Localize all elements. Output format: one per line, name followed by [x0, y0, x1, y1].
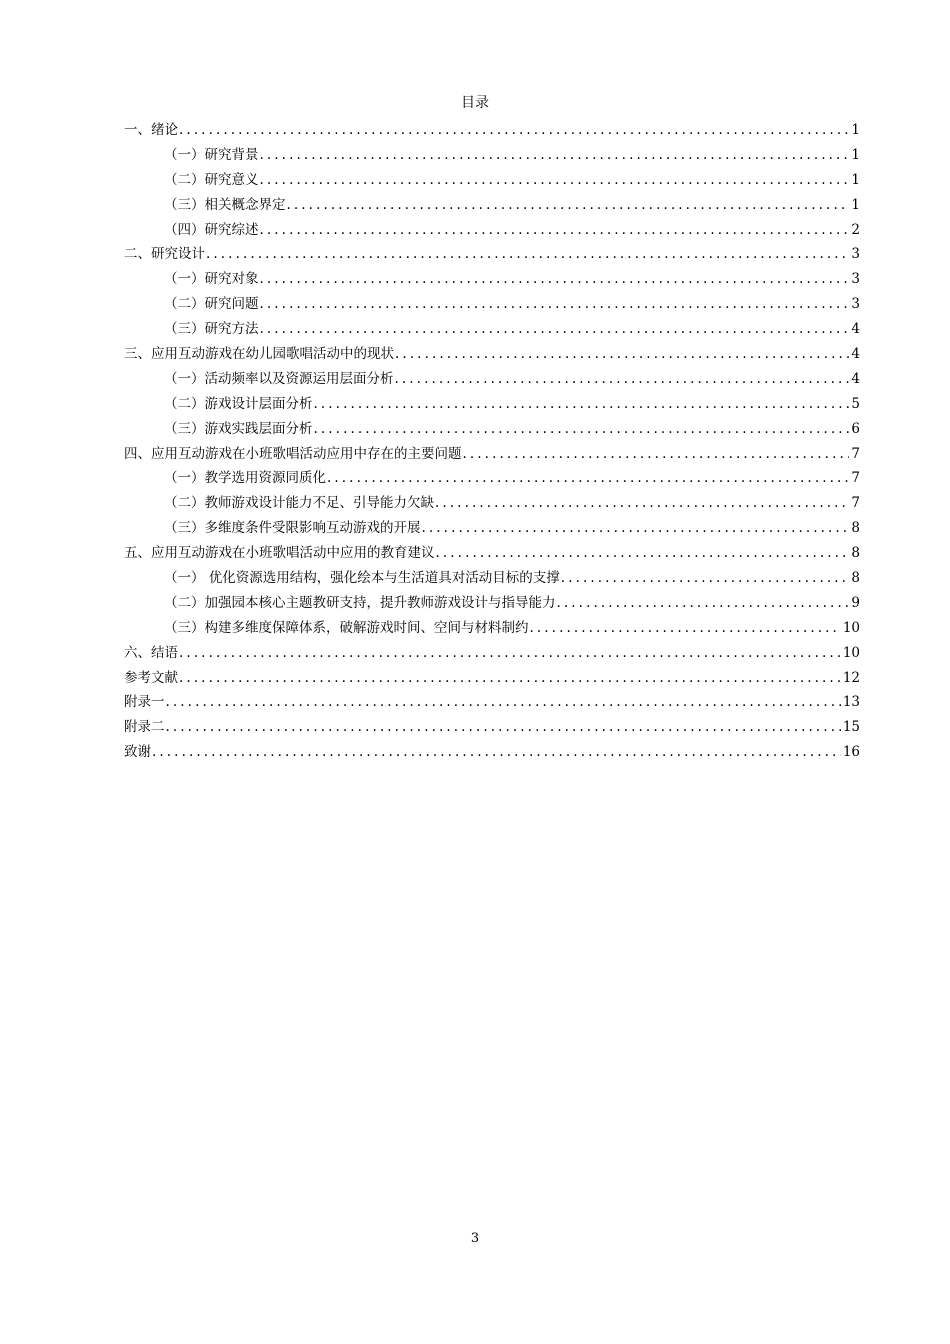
toc-leader-dots: [206, 242, 849, 267]
toc-entry-page: 3: [851, 296, 860, 313]
toc-entry[interactable]: [124, 118, 860, 143]
toc-entry[interactable]: [124, 541, 860, 566]
toc-entry-text: （一）活动频率以及资源运用层面分析: [164, 370, 394, 387]
toc-entry-text: （二）加强园本核心主题教研支持，提升教师游戏设计与指导能力: [164, 594, 556, 611]
toc-entry[interactable]: [124, 466, 860, 491]
toc-entry[interactable]: [124, 193, 860, 218]
toc-entry[interactable]: [124, 168, 860, 193]
toc-entry[interactable]: [124, 143, 860, 168]
table-of-contents: [124, 118, 860, 765]
toc-entry-page: 8: [851, 570, 860, 587]
toc-entry[interactable]: [124, 367, 860, 392]
toc-leader-dots: [435, 491, 849, 516]
toc-leader-dots: [260, 168, 850, 193]
toc-entry-page: 10: [842, 619, 860, 636]
toc-entry[interactable]: [124, 740, 860, 765]
toc-entry-text: 参考文献: [124, 669, 178, 686]
toc-entry-text: （三）多维度条件受限影响互动游戏的开展: [164, 520, 421, 537]
toc-entry[interactable]: [124, 218, 860, 243]
toc-entry-page: 6: [851, 420, 860, 437]
toc-entry-text: 四、应用互动游戏在小班歌唱活动应用中存在的主要问题: [124, 445, 462, 462]
toc-entry[interactable]: [124, 392, 860, 417]
toc-entry-page: 16: [842, 744, 860, 761]
toc-entry-text: 五、应用互动游戏在小班歌唱活动中应用的教育建议: [124, 545, 435, 562]
toc-leader-dots: [260, 267, 850, 292]
toc-leader-dots: [179, 641, 841, 666]
toc-entry[interactable]: [124, 715, 860, 740]
toc-entry-text: （一）研究背景: [164, 146, 259, 163]
toc-entry-page: 1: [851, 196, 860, 213]
toc-entry-page: 2: [851, 221, 860, 238]
toc-entry-page: 1: [851, 122, 860, 138]
toc-entry-text: （一） 优化资源选用结构，强化绘本与生活道具对活动目标的支撑: [164, 570, 560, 587]
toc-entry[interactable]: [124, 666, 860, 691]
toc-entry[interactable]: [124, 292, 860, 317]
toc-entry-text: （三）研究方法: [164, 321, 259, 338]
toc-leader-dots: [260, 317, 850, 342]
toc-entry[interactable]: [124, 641, 860, 666]
toc-entry-page: 7: [851, 495, 860, 512]
toc-entry[interactable]: [124, 516, 860, 541]
toc-leader-dots: [436, 541, 850, 566]
toc-entry-page: 3: [851, 271, 860, 288]
toc-entry[interactable]: [124, 417, 860, 442]
toc-leader-dots: [395, 342, 849, 367]
toc-entry-text: 附录二: [124, 719, 165, 736]
toc-entry[interactable]: [124, 491, 860, 516]
toc-entry-page: 4: [851, 346, 860, 363]
toc-leader-dots: [395, 367, 850, 392]
toc-leader-dots: [179, 118, 849, 143]
toc-entry[interactable]: [124, 317, 860, 342]
toc-entry-text: 附录一: [124, 694, 165, 711]
toc-entry[interactable]: [124, 242, 860, 267]
toc-entry-page: 7: [851, 445, 860, 462]
toc-leader-dots: [530, 616, 841, 641]
toc-leader-dots: [314, 392, 850, 417]
toc-entry[interactable]: [124, 267, 860, 292]
toc-leader-dots: [179, 666, 841, 691]
toc-entry-page: 10: [842, 644, 860, 661]
toc-entry-text: （二）研究意义: [164, 171, 259, 188]
toc-entry[interactable]: [124, 566, 860, 591]
toc-leader-dots: [166, 690, 841, 715]
toc-leader-dots: [422, 516, 850, 541]
toc-entry-text: 致谢: [124, 744, 151, 761]
toc-entry-text: （三）游戏实践层面分析: [164, 420, 313, 437]
toc-entry-text: （一）教学选用资源同质化: [164, 470, 326, 487]
toc-leader-dots: [561, 566, 850, 591]
toc-entry-text: 一、绪论: [124, 122, 178, 138]
toc-entry-page: 4: [851, 370, 860, 387]
toc-entry-page: 13: [842, 694, 860, 711]
toc-leader-dots: [152, 740, 841, 765]
toc-entry-text: （四）研究综述: [164, 221, 259, 238]
toc-leader-dots: [260, 292, 850, 317]
toc-entry-page: 12: [842, 669, 860, 686]
toc-entry-page: 8: [851, 545, 860, 562]
toc-entry-text: 三、应用互动游戏在幼儿园歌唱活动中的现状: [124, 346, 394, 363]
toc-leader-dots: [327, 466, 849, 491]
toc-entry-text: （二）研究问题: [164, 296, 259, 313]
toc-entry[interactable]: [124, 690, 860, 715]
toc-entry-text: 二、研究设计: [124, 246, 205, 263]
toc-leader-dots: [557, 591, 850, 616]
toc-entry[interactable]: [124, 442, 860, 467]
toc-entry-page: 4: [851, 321, 860, 338]
toc-entry-page: 1: [851, 146, 860, 163]
page-number: 3: [470, 1231, 480, 1246]
toc-entry-text: （三）相关概念界定: [164, 196, 286, 213]
toc-leader-dots: [166, 715, 841, 740]
toc-entry-page: 9: [851, 594, 860, 611]
toc-entry[interactable]: [124, 616, 860, 641]
toc-entry-text: （二）游戏设计层面分析: [164, 395, 313, 412]
toc-title: 目录: [461, 95, 489, 111]
toc-leader-dots: [463, 442, 850, 467]
toc-entry-page: 15: [842, 719, 860, 736]
toc-entry-page: 3: [851, 246, 860, 263]
toc-leader-dots: [287, 193, 850, 218]
toc-leader-dots: [314, 417, 850, 442]
toc-entry-page: 1: [851, 171, 860, 188]
toc-entry-text: （三）构建多维度保障体系，破解游戏时间、空间与材料制约: [164, 619, 529, 636]
toc-leader-dots: [260, 218, 850, 243]
toc-entry-page: 5: [851, 395, 860, 412]
toc-entry[interactable]: [124, 342, 860, 367]
toc-entry-page: 7: [851, 470, 860, 487]
toc-entry[interactable]: [124, 591, 860, 616]
toc-entry-text: （二）教师游戏设计能力不足、引导能力欠缺: [164, 495, 434, 512]
toc-entry-text: 六、结语: [124, 644, 178, 661]
toc-leader-dots: [260, 143, 850, 168]
toc-entry-page: 8: [851, 520, 860, 537]
toc-entry-text: （一）研究对象: [164, 271, 259, 288]
